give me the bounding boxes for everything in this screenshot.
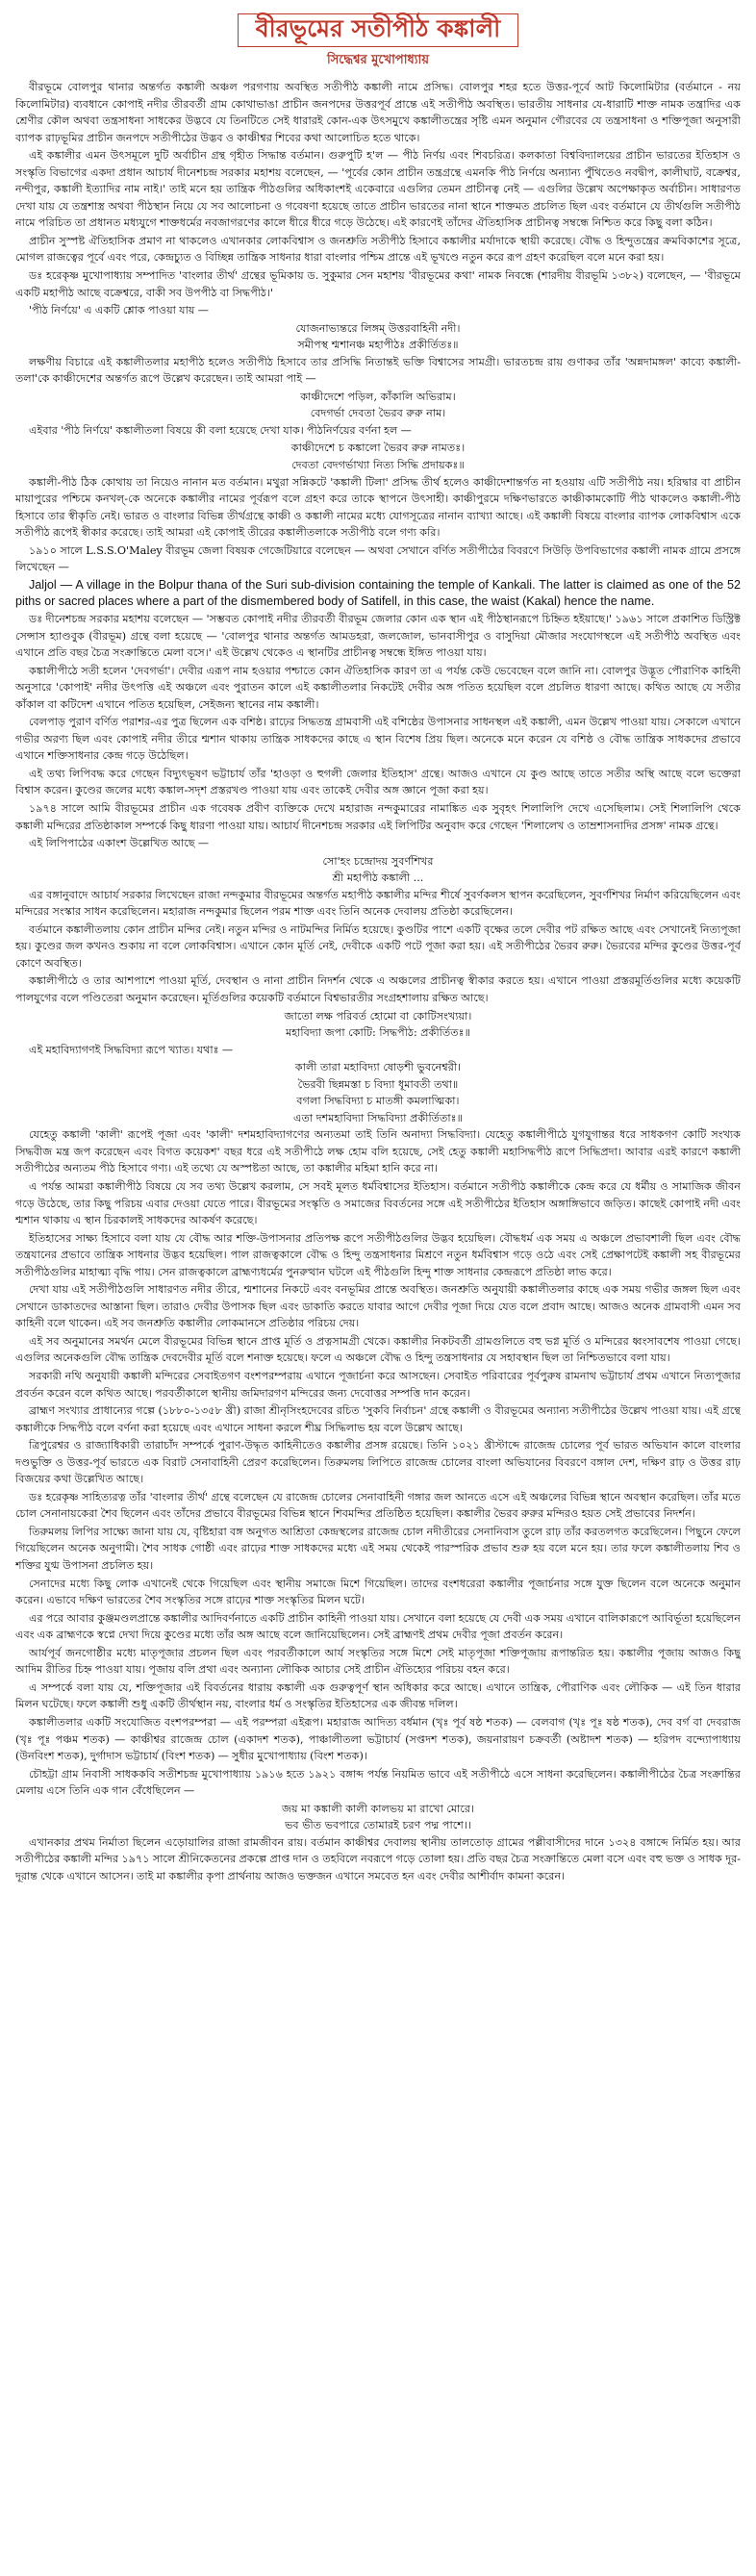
verse-block bbox=[15, 1059, 741, 1126]
body-paragraph: ইতিহাসের সাক্ষ্য হিসাবে বলা যায় যে বৌদ্ধ আর শক্তি-উপাসনার প্রতিপক্ষ রূপে সতীপীঠগুলির উদ্ভব হয়েছিল। বৌদ্ধধর্ম এক সময় এ অঞ্চলে প্রভাবশালী ছিল এবং বৌদ্ধ তন্ত্রযানের প্রভাবে তান্ত্রিক সাধনার উদ্ভব হয়েছিল। পাল রাজত্বকালে বৌদ্ধ ও হিন্দু তন্ত্রসাধনার মিশ্রণে নতুন ধর্মবিশ্বাস গড়ে ওঠে এবং সেই প্রেক্ষাপটেই কঙ্কালী সহ বীরভূমের সতীপীঠগুলির মাহাত্ম্য বৃদ্ধি পায়। সেন রাজত্বকালে ব্রাহ্মণ্যধর্মের পুনরুত্থান ঘটলে এই পীঠগুলি হিন্দু শাক্ত সাধনার কেন্দ্ররূপে প্রতিষ্ঠা লাভ করে। bbox=[15, 1231, 741, 1278]
verse-line: কালী তারা মহাবিদ্যা ষোড়শী ভুবনেশ্বরী। bbox=[294, 1061, 462, 1074]
verse-block bbox=[15, 440, 741, 473]
body-paragraph: বীরভূমে বোলপুর থানার অন্তর্গত কঙ্কালী অঞ্চল পরগণায় অবস্থিত সতীপীঠ কঙ্কালী নামে প্রসিদ্ধ। বোলপুর শহর হতে উত্তর-পূর্বে আট কিলোমিটার (বর্তমানে - নয় কিলোমিটার) ব্যবধানে কোপাই নদীর তীরবর্তী গ্রাম কোথাভাঙা প্রাচীন জনপদের উত্তরপূর্ব প্রান্তে এই সতীপীঠ অবস্থিত। ভারতীয় সাধনার যে-ধারাটি শাক্ত নামক তন্ত্রাদির এক শ্রেণীর কৌল অথবা তন্ত্রসাধনা সাধকের উদ্ভবে যে তিনটিতে সেই ধারারই কোন-এক উৎসমুখে কঙ্কালীতন্ত্রের সৃষ্টি এমন অনুমান গৌরবের যে তন্ত্রসাধনা ও শক্তিপূজা অনুসারী ব্যাপক রাঢ়ভূমির প্রাচীন জনপদে সতীপীঠের উদ্ভব ও কাঞ্চীশ্বর শিবের কথা আলোচিত হতে থাকে। bbox=[15, 81, 741, 144]
body-paragraph: প্রাচীন সুস্পষ্ট ঐতিহাসিক প্রমাণ না থাকলেও এখানকার লোকবিশ্বাস ও জনশ্রুতি সতীপীঠ হিসাবে কঙ্কালীর মর্যাদাকে স্থায়ী করেছে। বৌদ্ধ ও হিন্দুতন্ত্রের ক্রমবিকাশের সূত্রে, মোগল রাজত্বের পূর্বে এবং পরে, কেন্দ্রচ্যুত ও বিচ্ছিন্ন তান্ত্রিক সাধনার ধারা বাংলার পশ্চিম প্রান্তে এই ভূখণ্ডে নতুন করে রূপ গ্রহণ করেছিল বলে মনে করা হয়। bbox=[15, 234, 741, 265]
verse-line: দেবতা বেদগর্ভাখ্যা নিত্য সিদ্ধি প্রদায়কঃ॥ bbox=[291, 459, 465, 472]
body-paragraph: কঙ্কালীপীঠে সতী হলেন 'দেবগর্ভা'। দেবীর এরূপ নাম হওয়ার পশ্চাতে কোন ঐতিহাসিক কারণ তা এ পর্যন্ত কেউ ভেবেছেন বলে জানি না। বোলপুর উদ্ভূত পৌরাণিক কাহিনী অনুসারে 'কোপাই' নদীর উৎপত্তি এই অঞ্চলে এবং পুরাতন কালে এই কঙ্কালীতলার নিকটেই দেবীর অঙ্গ পতিত হয়েছিল বলে প্রচলিত ধারণা আছে। কথিত আছে যে সতীর কাঁকাল বা কটিদেশ এখানে পতিত হয়েছিল, সেইজন্য স্থানের নাম কঙ্কালী। bbox=[15, 664, 741, 711]
verse-line: কাঞ্চীদেশে চ কঙ্কালো ভৈরব রুরু নামতঃ। bbox=[290, 442, 466, 455]
verse-block bbox=[15, 1008, 741, 1042]
body-paragraph: এইবার 'পীঠ নির্ণয়ে' কঙ্কালীতলা বিষয়ে কী বলা হয়েছে দেখা যাক। পীঠনির্ণয়ের বর্ণনা হল — bbox=[29, 423, 412, 437]
verse-line: ভব ভীত ভবপারে তোমারই চরণ পদ্ম পাশে।। bbox=[285, 1819, 471, 1832]
body-paragraph: লক্ষণীয় বিচারে এই কঙ্কালীতলার মহাপীঠ হলেও সতীপীঠ হিসাবে তার প্রসিদ্ধি নিতান্তই ভক্তি বিশ্বাসের সামগ্রী। ভারতচন্দ্র রায় গুণাকর তাঁর 'অন্নদামঙ্গল' কাব্যে কঙ্কালী-তলা'কে কাঞ্চীদেশের অন্তর্গত রূপে উল্লেখ করেছেন। তাই আমরা পাই — bbox=[15, 355, 741, 386]
body-paragraph: 'পীঠ নির্ণয়ে' এ একটি শ্লোক পাওয়া যায় — bbox=[29, 304, 209, 317]
english-quote-paragraph: Jaljol — A village in the Bolpur thana of the Suri sub-division containing the temple of Kankali. The latter is claimed as one of the 52 piths or sacred places where a part of the dismembered body of Satifell, in this case, the waist (Kakal) hence the name. bbox=[15, 577, 741, 609]
verse-block bbox=[15, 853, 741, 887]
body-paragraph: আর্যপূর্ব জনগোষ্ঠীর মধ্যে মাতৃপূজার প্রচলন ছিল এবং পরবর্তীকালে আর্য সংস্কৃতির সঙ্গে মিশে সেই মাতৃপূজা শক্তিপূজায় রূপান্তরিত হয়। কঙ্কালীর পূজায় আজও কিছু আদিম রীতির চিহ্ন পাওয়া যায়। পূজায় বলি প্রথা এবং অন্যান্য লৌকিক আচার সেই প্রাচীন ঐতিহ্যের পরিচয় বহন করে। bbox=[15, 1646, 741, 1677]
title-wrap bbox=[15, 13, 741, 47]
verse-block bbox=[15, 1801, 741, 1834]
body-paragraph: কঙ্কালীতলার একটি সংযোজিত বংশপরম্পরা — এই পরম্পরা এইরূপ। মহারাজ আদিত্য বর্ধমান (খৃঃ পূর্ব ষষ্ঠ শতক) — বেলবাগ (খৃঃ পূঃ ষষ্ঠ শতক), দেব বর্গ বা দেবরাজ (খৃঃ পূঃ পঞ্চম শতক) — কাঞ্চীশ্বর রাজেন্দ্র চোল (একাদশ শতক), পাঞ্চালীতলা ভট্টাচার্য (সপ্তদশ শতক), জয়নারায়ণ চক্রবর্তী (অষ্টাদশ শতক) — হরিপদ বন্দ্যোপাধ্যায় (উনবিংশ শতক), দুর্গাদাস ভট্টাচার্য (বিংশ শতক) — সুধীর মুখোপাধ্যায় (বিংশ শতক)। bbox=[15, 1715, 741, 1763]
body-paragraph: ডঃ দীনেশচন্দ্র সরকার মহাশয় বলেছেন — 'সম্ভবত কোপাই নদীর তীরবর্তী বীরভূম জেলার কোন এক স্থান এই পীঠস্থানরূপে চিহ্নিত হইয়াছে।' ১৯৬১ সালে প্রকাশিত ডিস্ট্রিক্ট সেন্সাস হ্যাণ্ডবুক (বীরভূম) গ্রন্থে বলা হয়েছে — 'বোলপুর থানার অন্তর্গত আমডহরা, জলজোল, ভানবাসীপুর ও বাসুদিয়া মৌজার সংযোগস্থলে এই সতীপীঠ অবস্থিত এবং এখানে প্রতি বছর চৈত্র সংক্রান্তিতে মেলা বসে।' এই উল্লেখ থেকেও এ স্থানটির প্রাচীনত্ব সম্বন্ধে ইঙ্গিত পাওয়া যায়। bbox=[15, 612, 741, 660]
body-paragraph: দেখা যায় এই সতীপীঠগুলি সাধারণত নদীর তীরে, শ্মশানের নিকটে এবং বনভূমির প্রান্তে অবস্থিত। জনশ্রুতি অনুযায়ী কঙ্কালীতলার কাছে এক সময় গভীর জঙ্গল ছিল এবং সেখানে ডাকাতদের আস্তানা ছিল। তারাও দেবীর উপাসক ছিল এবং ডাকাতি করতে যাবার আগে দেবীর পূজা দিয়ে যেত বলে প্রবাদ আছে। আজও অনেক গ্রামবাসী এমন সব কাহিনী বলে থাকেন। এই সব জনশ্রুতি কঙ্কালীর লোকমানসে প্রতিষ্ঠার পরিচয় দেয়। bbox=[15, 1283, 741, 1330]
body-paragraph: যেহেতু কঙ্কালী 'কালী' রূপেই পূজা এবং 'কালী' দশমহাবিদ্যাগণের অন্যতমা তাই তিনি অনাদ্যা সিদ্ধবিদ্যা। যেহেতু কঙ্কালীপীঠে যুগযুগান্তর ধরে সাধকগণ কোটি সংখ্যক সিদ্ধবীজ মন্ত্র জপ করেছেন এবং বিগত কয়েকশ' বছর ধরে এই সতীপীঠে লক্ষ হোম বলি হয়েছে, সেই হেতু কঙ্কালী মহাসিদ্ধপীঠ রূপে সিদ্ধিপ্রদা। আবার এরই কারণে কঙ্কালী সতীপীঠের অন্যতম পীঠ হিসাবে গণ্য। এই তথ্যে যে অস্পষ্টতা আছে, তা কঙ্কালীর মহিমা হানি করে না। bbox=[15, 1128, 741, 1175]
body-paragraph: তিরুমলয় লিপির সাক্ষ্যে জানা যায় যে, বৃষ্টিহারা বঙ্গ অনুগত আশ্রিতা কেন্দ্রস্থলের রাজেন্দ্র চোল নদীতীরের সেনানিবাস তুলে রাঢ় তাঁর করতলগত করেছিলেন। পিছুনে ফেলে গিয়েছিলেন অনেক অনুগামী। শৈব সাধক গোষ্ঠী এবং রাঢ়ের শাক্ত সাধকদের মধ্যে এই সময় থেকেই পারস্পরিক প্রভাব শুরু হয় বলে মনে হয়। তার ফলে কঙ্কালীতলায় শিব ও শক্তির যুগ্ম উপাসনা প্রচলিত হয়। bbox=[15, 1525, 741, 1573]
verse-line: কাঞ্চীদেশে পড়িল, কাঁকালি অভিরাম। bbox=[300, 390, 456, 403]
body-paragraph: এই কঙ্কালীর এমন উৎসমূলে দুটি অর্বাচীন গ্রন্থ গৃহীত সিদ্ধান্ত বর্তমান। গুরুপুটি হ'ল — পীঠ নির্ণয় এবং শিবচরিত্র। কলকাতা বিশ্ববিদ্যালয়ের প্রাচীন ভারতের ইতিহাস ও সংস্কৃতি বিভাগের একদা প্রধান আচার্য দীনেশচন্দ্র সরকার মহাশয় বলেছেন, — 'পূর্বের কোন প্রাচীন তন্ত্রগ্রন্থে এমনকি পীঠ নির্ণয়ে অন্যান্য পুঁথিতেও নবদ্বীপ, কালীঘাট, বক্রেশ্বর, নন্দীপুর, কঙ্কালী ইত্যাদির নাম নাই।' তাই মনে হয় তান্ত্রিক পীঠগুলির অধিকাংশই একেবারে এগুলির তেমন প্রাচীনত্ব নেই — এগুলির উল্লেখ অপেক্ষাকৃত অর্বাচীন। সাধারণত দেখা যায় যে তন্ত্রশাস্ত্র অথবা পীঠস্থান নিয়ে যে সব আলোচনা ও গবেষণা হয়েছে তাতে প্রাচীন ভারতের নানা স্থানে শাক্তমত প্রচলিত ছিল এবং বর্তমানে যে তীর্থগুলি সতীপীঠ নামে পরিচিত তা প্রধানত মধ্যযুগে শাক্তধর্মের নবজাগরণের কালে ধীরে ধীরে গড়ে উঠেছে। এই কারণেই তাঁদের ঐতিহাসিক প্রাচীনত্ব সম্বন্ধে নিশ্চিত করে কিছু বলা কঠিন। bbox=[15, 149, 741, 230]
verse-line: জয় মা কঙ্কালী কালী কালভয় মা রাখো মোরে। bbox=[281, 1802, 475, 1815]
body-paragraph: বেলপাড় পুরাণ বর্ণিত পরাশর-এর পুত্র ছিলেন এক বশিষ্ঠ। রাঢ়ের সিদ্ধতন্ত্র গ্রামবাসী এই বশিষ্ঠের উপাসনার সাধনস্থল এই কঙ্কালী, এমন উল্লেখ পাওয়া যায়। সেকালে এখানে গভীর অরণ্য ছিল এবং কোপাই নদীর তীরে শ্মশান থাকায় তান্ত্রিক সাধকদের কাছে এ স্থান বিশেষ প্রিয় ছিল। অনেকে মনে করেন যে বশিষ্ঠ ও বৌদ্ধ তান্ত্রিক সাধকদের প্রভাবে এখানে শক্তিসাধনার কেন্দ্র গড়ে উঠেছিল। bbox=[15, 716, 741, 763]
body-paragraph: এর বঙ্গানুবাদে আচার্য সরকার লিখেছেন রাজা নন্দকুমার বীরভূমের অন্তর্গত মহাপীঠ কঙ্কালীর মন্দির শীর্ষে সুবর্ণকলস স্থাপন করেছিলেন, সুবর্ণশিখর নির্মাণ করিয়েছিলেন এবং মন্দিরের সংস্কার সাধন করেছিলেন। মহারাজ নন্দকুমার ছিলেন পরম শাক্ত এবং তিনি অনেক দেবালয় প্রতিষ্ঠা করেছিলেন। bbox=[15, 888, 741, 919]
body-paragraph: কঙ্কালী-পীঠ ঠিক কোথায় তা নিয়েও নানান মত বর্তমান। মথুরা সন্নিকটে 'কঙ্কালী টিলা' প্রসিদ্ধ তীর্থ হলেও কাঞ্চীদেশান্তর্গত না হওয়ায় এটি সতীপীঠ নয়। হরিদ্বার বা প্রাচীন মায়াপুরের পশ্চিমে কনখল্-কে অনেকে কঙ্কালীর নামের পূর্বরূপ বলে গ্রহণ করে তাকে স্থাপনে উৎসাহী। কাঞ্চীপুরমে দক্ষিণভারতে কাঞ্চীকামকোটি পীঠ থাকলেও কঙ্কালী-পীঠ হিসাবে তার স্বীকৃতি নেই। ভারত ও বাংলার বিভিন্ন তীর্থগ্রন্থে কাঞ্চী ও কঙ্কালী নামের মধ্যে যোগসূত্রের নানান ব্যাখ্যা আছে। এই কঙ্কালী বিষয়ে বাংলার ব্যাপক লোকবিশ্বাস একে সতীপীঠ রূপেই স্বীকার করেছে। তাই আমরা এই কোপাই তীরের কঙ্কালীতলাকে সতীপীঠ বলে গণ্য করি। bbox=[15, 475, 741, 540]
body-paragraph: চৌহট্টা গ্রাম নিবাসী সাধককবি সতীশচন্দ্র মুখোপাধ্যায় ১৯১৬ হতে ১৯২১ বঙ্গাব্দ পর্যন্ত নিয়মিত ভাবে এই সতীপীঠে এসে সাধনা করেছিলেন। কঙ্কালীপীঠের চৈত্র সংক্রান্তির মেলায় এসে তিনি এক গান বেঁধেছিলেন — bbox=[15, 1767, 741, 1798]
body-paragraph: সরকারী নথি অনুযায়ী কঙ্কালী মন্দিরের সেবাইতগণ বংশপরম্পরায় এখানে পূজার্চনা করে আসছেন। সেবাইত পরিবারের পূর্বপুরুষ রামনাথ ভট্টাচার্য প্রথম এখানে নিত্যপূজার প্রবর্তন করেন বলে কথিত আছে। পরবর্তীকালে স্থানীয় জমিদারগণ মন্দিরের জন্য দেবোত্তর সম্পত্তি দান করেন। bbox=[15, 1370, 741, 1400]
verse-line: মহাবিদ্যা জপা কোটি: সিদ্ধপীঠ: প্রকীর্তিতঃ॥ bbox=[286, 1026, 470, 1040]
verse-line: শ্রী মহাপীঠ কঙ্কালী ... bbox=[332, 871, 424, 885]
verse-line: ভৈরবী ছিন্নমস্তা চ বিদ্যা ধূমাবতী তথা॥ bbox=[297, 1077, 459, 1091]
body-paragraph: ডঃ হরেকৃষ্ণ সাহিত্যরত্ন তাঁর 'বাংলার তীর্থ' গ্রন্থে বলেছেন যে রাজেন্দ্র চোলের সেনাবাহিনী গঙ্গার জল আনতে এসে এই অঞ্চলের বিভিন্ন স্থানে অবস্থান করেছিল। তাঁর মতে চোল সেনানায়কেরা শৈব ছিলেন এবং তাঁদের প্রভাবে বীরভূমের বিভিন্ন স্থানে শিবমন্দির প্রতিষ্ঠিত হয়েছিল। কঙ্কালীর ভৈরব রুরুর মন্দিরও হয়ত সেই প্রভাবের নিদর্শন। bbox=[15, 1490, 741, 1521]
verse-line: বেদগর্ভা দেবতা ভৈরব রুরু নাম। bbox=[310, 407, 446, 420]
article-body bbox=[15, 79, 741, 1884]
body-paragraph: ১৯৭৪ সালে আমি বীরভূমের প্রাচীন এক গবেষক প্রবীণ ব্যক্তিকে দেখে মহারাজ নন্দকুমারের নামাঙ্কিত এক সুবৃহৎ শিলালিপি দেখে এসেছিলাম। সেই শিলালিপি থেকে কঙ্কালী মন্দিরের প্রতিষ্ঠাকাল সম্পর্কে কিছু ধারণা পাওয়া যায়। আচার্য দীনেশচন্দ্র সরকার এই লিপিটির অনুবাদ করে গেছেন 'শিলালেখ ও তাম্রশাসনাদির প্রসঙ্গ' নামক গ্রন্থে। bbox=[15, 801, 741, 832]
article-title: বীরভূমের সতীপীঠ কঙ্কালী bbox=[238, 13, 519, 47]
verse-block bbox=[15, 320, 741, 354]
article-author: সিদ্ধেশ্বর মুখোপাধ্যায় bbox=[327, 53, 429, 67]
body-paragraph: ডঃ হরেকৃষ্ণ মুখোপাধ্যায় সম্পাদিত 'বাংলার তীর্থ' গ্রন্থের ভূমিকায় ড. সুকুমার সেন মহাশয় 'বীরভূমের কথা' নামক নিবন্ধে (শারদীয় বীরভূমি ১৩৮২) বলেছেন, — 'বীরভূমে একটি মহাপীঠ আছে বক্রেশ্বরে, বাকী সব উপপীঠ বা সিদ্ধপীঠ।' bbox=[15, 269, 741, 299]
body-paragraph: এর পরে আবার কুঞ্জমণ্ডলপ্রান্তে কঙ্কালীর আদিবর্ণনাতে একটি প্রাচীন কাহিনী পাওয়া যায়। সেখানে বলা হয়েছে যে দেবী এক সময় এখানে বালিকারূপে আবির্ভূতা হয়েছিলেন এবং এক ব্রাহ্মণকে স্বপ্নে দেখা দিয়ে কুণ্ডের মধ্যে তাঁর অঙ্গ আছে বলে জানিয়েছিলেন। সেই ব্রাহ্মণই প্রথম দেবীর পূজা প্রবর্তন করেন। bbox=[15, 1611, 741, 1642]
verse-line: যোজনাভ্যন্তরে লিঙ্গম্ উত্তরবাহিনী নদী। bbox=[295, 321, 461, 335]
body-paragraph: এই তথ্য লিপিবদ্ধ করে গেছেন বিদ্যুৎভূষণ ভট্টাচার্য তাঁর 'হাওড়া ও হুগলী জেলার ইতিহাস' গ্রন্থে। আজও এখানে যে কুণ্ড আছে তাতে সতীর অস্থি আছে বলে ভক্তেরা বিশ্বাস করেন। কুণ্ডের জলের মধ্যে কঙ্কাল-সদৃশ প্রস্তরখণ্ড পাওয়া যায় এবং তাকেই দেবীর অঙ্গ জ্ঞানে পূজা করা হয়। bbox=[15, 767, 741, 797]
body-paragraph: এই সব অনুমানের সমর্থন মেলে বীরভূমের বিভিন্ন স্থানে প্রাপ্ত মূর্তি ও প্রত্নসামগ্রী থেকে। কঙ্কালীর নিকটবর্তী গ্রামগুলিতে বহু ভগ্ন মূর্তি ও মন্দিরের ধ্বংসাবশেষ পাওয়া গেছে। এগুলির অনেকগুলি বৌদ্ধ তান্ত্রিক দেবদেবীর মূর্তি বলে শনাক্ত হয়েছে। ফলে এ অঞ্চলে বৌদ্ধ ও হিন্দু তন্ত্রসাধনার যে সহাবস্থান ছিল তা নিশ্চিতভাবে বলা যায়। bbox=[15, 1334, 741, 1365]
verse-line: এতা দশমহাবিদ্যা সিদ্ধবিদ্যা প্রকীর্তিতাঃ॥ bbox=[293, 1111, 463, 1124]
body-paragraph: এ পর্যন্ত আমরা কঙ্কালীপীঠ বিষয়ে যে সব তথ্য উল্লেখ করলাম, সে সবই মূলত ধর্মবিশ্বাসের ইতিহাস। বর্তমানে সতীপীঠ কঙ্কালীকে কেন্দ্র করে যে ধর্মীয় ও সামাজিক জীবন গড়ে উঠেছে, তার কিছু পরিচয় এবার দেওয়া যেতে পারে। বীরভূমের সংস্কৃতি ও সমাজের বিবর্তনের সঙ্গে এই সতীপীঠের ইতিহাস অঙ্গাঙ্গিভাবে জড়িত। কাছেই কোপাই নদী এবং শ্মশান থাকায় এ স্থান চিরকালই সাধকদের আকর্ষণ করেছে। bbox=[15, 1180, 741, 1227]
verse-line: জাতো লক্ষ পরিবর্ত হোমো বা কোটিসংখ্যয়া। bbox=[284, 1009, 472, 1023]
body-paragraph: কঙ্কালীপীঠে ও তার আশপাশে পাওয়া মূর্তি, দেবস্থান ও নানা প্রাচীন নিদর্শন থেকে এ অঞ্চলের প্রাচীনত্ব স্বীকার করতে হয়। এখানে পাওয়া প্রস্তরমূর্তিগুলির মধ্যে কয়েকটি পালযুগের বলে পণ্ডিতেরা অনুমান করেছেন। মূর্তিগুলির কয়েকটি বর্তমানে বিশ্বভারতীর সংগ্রহশালায় রক্ষিত আছে। bbox=[15, 974, 741, 1004]
body-paragraph: সেনাদের মধ্যে কিছু লোক এখানেই থেকে গিয়েছিল এবং স্থানীয় সমাজে মিশে গিয়েছিল। তাদের বংশধরেরা কঙ্কালীর পূজার্চনার সঙ্গে যুক্ত ছিলেন বলে অনেকে অনুমান করেন। এভাবে দক্ষিণ ভারতের শৈব সংস্কৃতির সঙ্গে রাঢ়ের শাক্ত সংস্কৃতির মিলন ঘটে। bbox=[15, 1577, 741, 1607]
body-paragraph: বর্তমানে কঙ্কালীতলায় কোন প্রাচীন মন্দির নেই। নতুন মন্দির ও নাটমন্দির নির্মিত হয়েছে। কুণ্ডটির পাশে একটি বৃক্ষের তলে দেবীর পট রক্ষিত আছে এবং সেখানেই নিত্যপূজা হয়। কুণ্ডের জল কখনও শুকায় না বলে লোকবিশ্বাস। এখানে কোন মূর্তি নেই, দেবীকে একটি পটে পূজা করা হয়। এই সতীপীঠের ভৈরব রুরু। ভৈরবের মন্দির কুণ্ডের উত্তর-পূর্ব কোণে অবস্থিত। bbox=[15, 922, 741, 970]
verse-line: সমীপস্থ শ্মশানঞ্চ মহাপীঠঃ প্রকীর্তিতঃ॥ bbox=[297, 339, 459, 352]
verse-block bbox=[15, 389, 741, 422]
body-paragraph: ১৯১০ সালে L.S.S.O'Maley বীরভূম জেলা বিষয়ক গেজেটিয়ারে বলেছেন — অথবা সেখানে বর্ণিত সতীপীঠের বিবরণে সিউড়ি উপবিভাগের কঙ্কালী নামক গ্রামে প্রসঙ্গে লিখেছেন — bbox=[15, 543, 741, 574]
body-paragraph: ব্রাহ্মণ সংখ্যার প্রাধান্যের গল্পে (১৮৮০-১৩৫৮ খ্রী) রাজা শ্রীনৃসিংহদেবের রচিত 'সুকবি নির্বাচন' গ্রন্থে কঙ্কালী ও বীরভূমের অন্যান্য সতীপীঠের উল্লেখ পাওয়া যায়। এই গ্রন্থে কঙ্কালীকে সিদ্ধপীঠ বলে বর্ণনা করা হয়েছে এবং এখানে সাধনা করলে শীঘ্র সিদ্ধিলাভ হয় বলে উল্লেখ আছে। bbox=[15, 1404, 741, 1434]
body-paragraph: ত্রিপুরেশ্বর ও রাজ্যাধিকারী তারাচাঁদ সম্পর্কে পুরাণ-উদ্ধৃত কাহিনীতেও কঙ্কালীর প্রসঙ্গ রয়েছে। তিনি ১০২১ খ্রীস্টাব্দে রাজেন্দ্র চোলের পূর্ব ভারত অভিযান কালে বাংলার দণ্ডভুক্তি ও উত্তর-পূর্ব ভারতে এক বিরাট সেনাবাহিনী প্রেরণ করেছিলেন। তিরুমলয় লিপিতে রাজেন্দ্র চোলের বাংলা অভিযানের বিবরণে বঙ্গাল দেশ, দক্ষিণ রাঢ় ও উত্তর রাঢ় বিজয়ের কথা উল্লেখিত আছে। bbox=[15, 1439, 741, 1486]
body-paragraph: এই লিপিপাঠের একাংশ উল্লেখিত আছে — bbox=[29, 837, 210, 850]
body-paragraph: এ সম্পর্কে বলা যায় যে, শক্তিপূজার এই বিবর্তনের ধারায় কঙ্কালী এক গুরুত্বপূর্ণ স্থান অধিকার করে আছে। এখানে তান্ত্রিক, পৌরাণিক এবং লৌকিক — এই তিন ধারার মিলন ঘটেছে। ফলে কঙ্কালী শুধু একটি তীর্থস্থান নয়, বাংলার ধর্ম ও সংস্কৃতির ইতিহাসের এক জীবন্ত দলিল। bbox=[15, 1680, 741, 1711]
body-paragraph: এখানকার প্রথম নির্মাতা ছিলেন এড়োয়ালির রাজা রামজীবন রায়। বর্তমান কাঞ্চীশ্বর দেবালয় স্থানীয় তালতোড় গ্রামের পল্লীবাসীদের দানে ১৩২৪ বঙ্গাব্দে নির্মিত হয়। আর সতীপীঠের কঙ্কালী মন্দির ১৯৭১ সালে শ্রীনিকেতনের প্রকল্পে প্রাপ্ত দান ও তহবিলে নবরূপে গড়ে তোলা হয়। প্রতি বছর চৈত্র সংক্রান্তিতে মেলা বসে এবং বহু ভক্ত ও সাধক দূর-দূরান্ত থেকে এখানে আসেন। তাই মা কঙ্কালীর কৃপা প্রার্থনায় আজও ভক্তজন এখানে সমবেত হন এবং দেবীর আশীর্বাদ কামনা করেন। bbox=[15, 1835, 741, 1882]
verse-line: বগলা সিদ্ধবিদ্যা চ মাতঙ্গী কমলাত্মিকা। bbox=[296, 1095, 460, 1108]
body-paragraph: এই মহাবিদ্যাগণই সিদ্ধবিদ্যা রূপে খ্যাত। যথাঃ — bbox=[29, 1043, 234, 1056]
verse-line: সো'হং চন্দ্রোদয় সুবর্ণশিখর bbox=[322, 854, 434, 868]
